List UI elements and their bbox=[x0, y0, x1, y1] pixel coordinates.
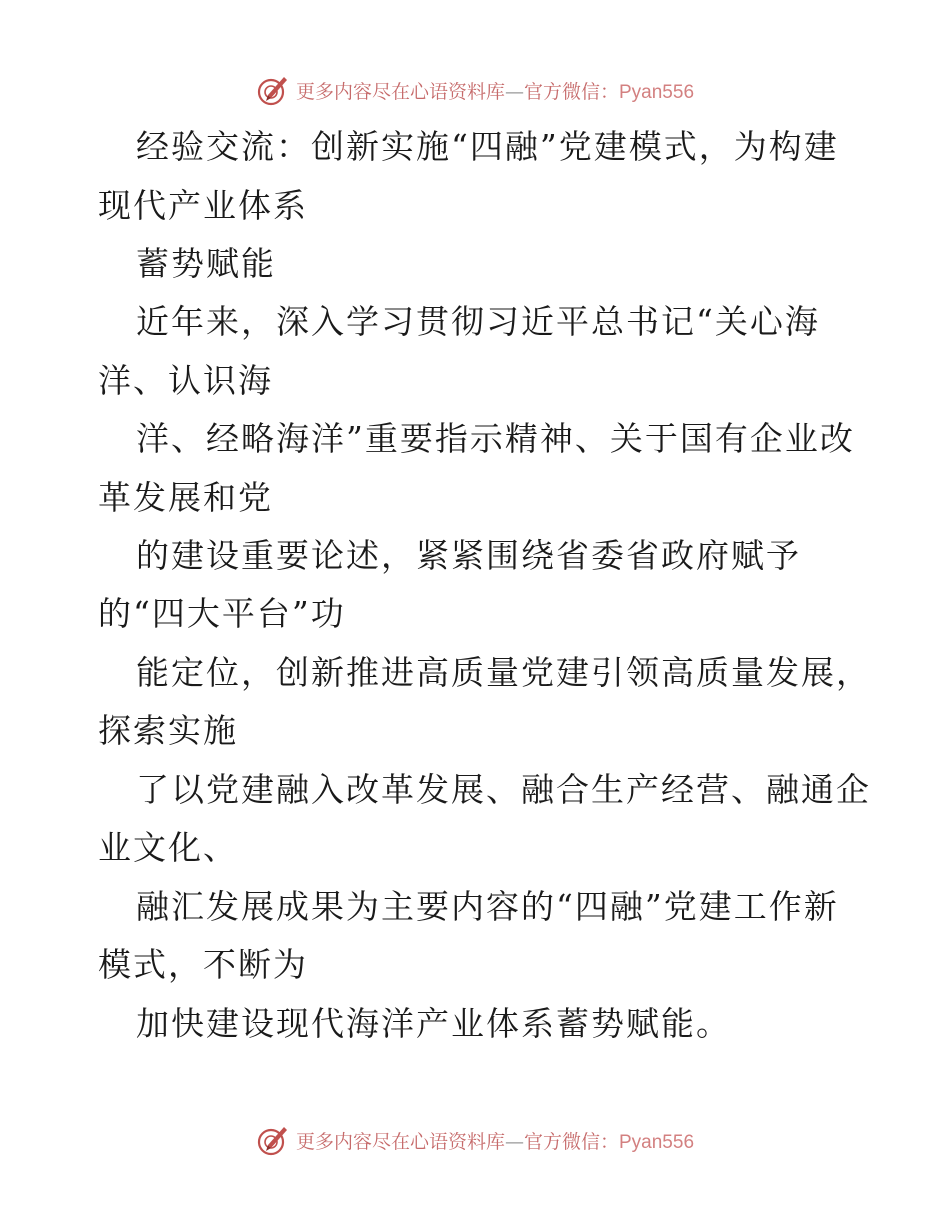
watermark-footer bbox=[0, 1120, 950, 1160]
text-line: 近年来，深入学习贯彻习近平总书记“关心海 bbox=[136, 302, 820, 341]
watermark-text bbox=[296, 1127, 694, 1154]
text-line: 探索实施 bbox=[98, 711, 238, 750]
text-line: 的建设重要论述，紧紧围绕省委省政府赋予 bbox=[136, 536, 801, 575]
text-line: 能定位，创新推进高质量党建引领高质量发展， bbox=[136, 653, 871, 692]
watermark-suffix: 官方微信： bbox=[523, 1130, 619, 1153]
watermark-cn: 更多内容尽在心语资料库 bbox=[295, 80, 505, 103]
watermark-text bbox=[296, 77, 694, 104]
text-line: 革发展和党 bbox=[98, 478, 273, 517]
watermark-id: Pyan556 bbox=[619, 81, 695, 103]
quill-logo-icon bbox=[256, 1123, 290, 1157]
watermark-dash: — bbox=[504, 1130, 524, 1153]
watermark-header bbox=[0, 70, 950, 110]
watermark-dash: — bbox=[504, 80, 524, 103]
text-line: 业文化、 bbox=[98, 828, 238, 867]
text-line: 洋、认识海 bbox=[98, 361, 273, 400]
text-line: 蓄势赋能 bbox=[136, 244, 276, 283]
text-line: 的“四大平台”功 bbox=[98, 594, 346, 633]
quill-logo-icon bbox=[256, 73, 290, 107]
watermark-cn: 更多内容尽在心语资料库 bbox=[295, 1130, 505, 1153]
text-line: 加快建设现代海洋产业体系蓄势赋能。 bbox=[136, 1004, 731, 1043]
watermark-suffix: 官方微信： bbox=[523, 80, 619, 103]
text-line: 洋、经略海洋”重要指示精神、关于国有企业改 bbox=[136, 419, 855, 458]
text-line: 现代产业体系 bbox=[98, 186, 308, 225]
text-line: 融汇发展成果为主要内容的“四融”党建工作新 bbox=[136, 887, 839, 926]
text-line: 了以党建融入改革发展、融合生产经营、融通企 bbox=[136, 770, 871, 809]
watermark-id: Pyan556 bbox=[619, 1131, 695, 1153]
text-line: 经验交流：创新实施“四融”党建模式，为构建 bbox=[136, 127, 839, 166]
text-line: 模式，不断为 bbox=[98, 945, 308, 984]
